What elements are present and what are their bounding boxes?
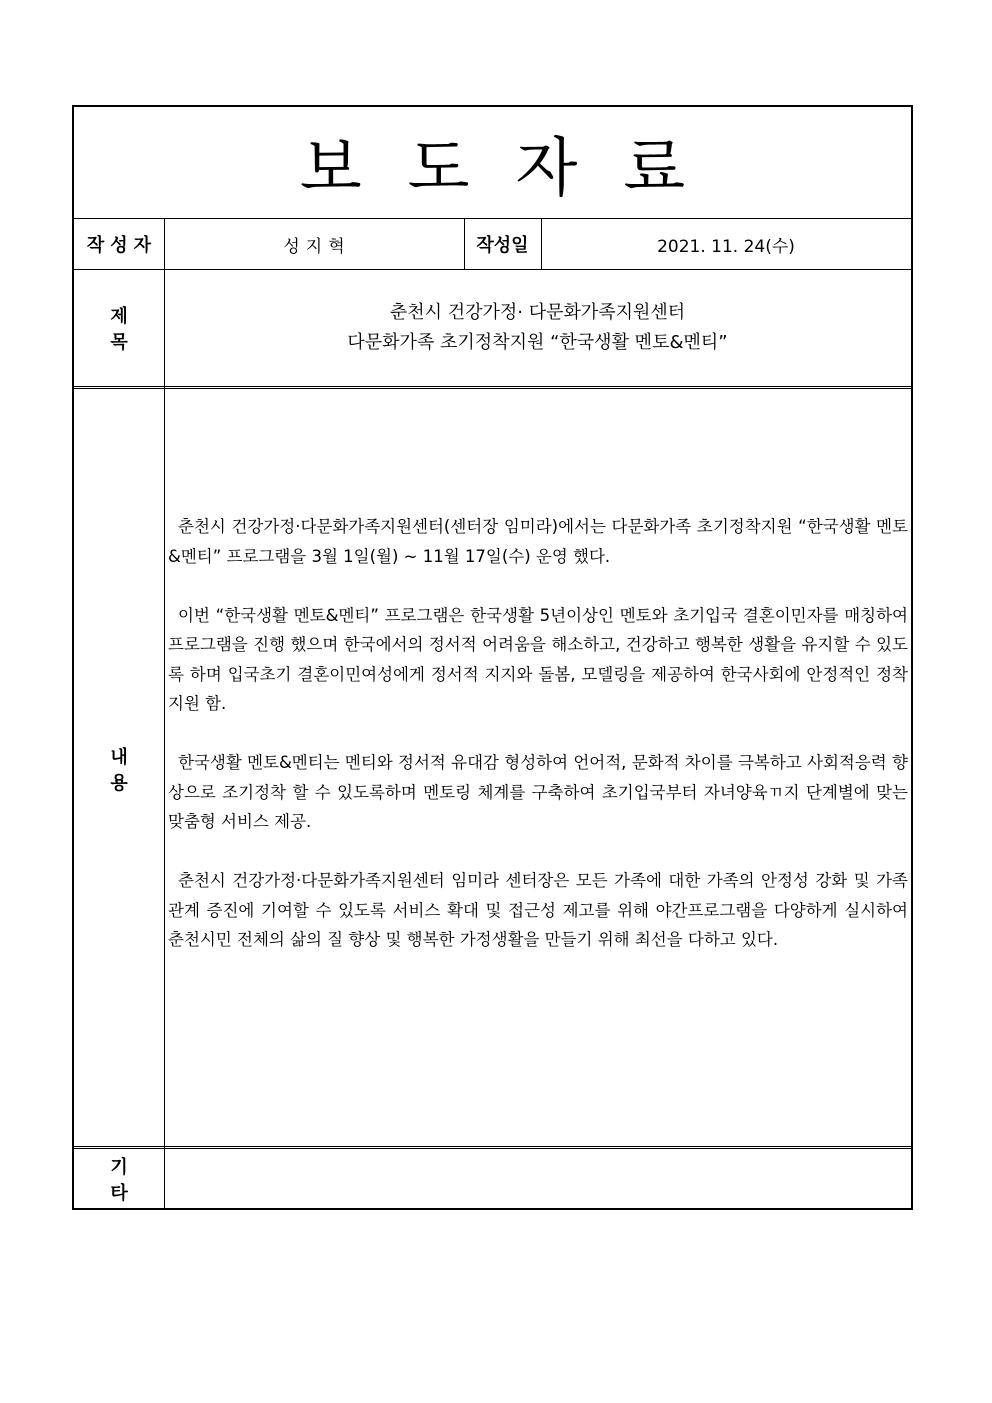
misc-label: 기타: [110, 1157, 174, 1204]
document-title: 보도자료: [299, 131, 732, 206]
header-column-divider: [541, 219, 542, 269]
subject-label: 제목: [110, 306, 174, 353]
label-column-divider: [164, 219, 165, 1208]
row-divider-double: [74, 1146, 911, 1149]
author-value: 성지혁: [283, 236, 351, 257]
date-label: 작성일: [476, 235, 529, 256]
press-release-form: [72, 105, 913, 1210]
subject-value: [164, 269, 911, 387]
row-divider-double: [74, 386, 911, 389]
content-paragraph: 춘천시 건강가정·다문화가족지원센터(센터장 임미라)에서는 다문화가족 초기정착지원 “한국생활 멘토&멘티” 프로그램을 3월 1일(월) ~ 11월 17일(수) 운영 했다.: [168, 517, 908, 566]
content-paragraph: 한국생활 멘토&멘티는 멘티와 정서적 유대감 형성하여 언어적, 문화적 차이를 극복하고 사회적응력 향상으로 조기정착 할 수 있도록하며 멘토링 체계를 구축하여 초기입국부터 자녀양육ㄲ지 단계별에 맞는 맞춤형 서비스 제공.: [168, 753, 908, 831]
row-divider: [74, 269, 911, 270]
subject-line-1: 춘천시 건강가정· 다문화가족지원센터: [389, 302, 686, 323]
author-label: 작성자: [86, 235, 158, 256]
content-body: [164, 512, 911, 1132]
date-value: 2021. 11. 24(수): [657, 236, 795, 257]
content-paragraph: 춘천시 건강가정·다문화가족지원센터 임미라 센터장은 모든 가족에 대한 가족의 안정성 강화 및 가족관계 증진에 기여할 수 있도록 서비스 확대 및 접근성 제고를 위해 야간프로그램을 다양하게 실시하여 춘천시민 전체의 삶의 질 향상 및 행복한 가정생활을 만들기 위해 최선을 다하고 있다.: [168, 871, 908, 949]
content-paragraph: 이번 “한국생활 멘토&멘티” 프로그램은 한국생활 5년이상인 멘토와 초기입국 결혼이민자를 매칭하여 프로그램을 진행 했으며 한국에서의 정서적 어려움을 해소하고, 건강하고 행복한 생활을 유지할 수 있도록 하며 입국초기 결혼이민여성에게 정서적 지지와 돌봄, 모델링을 제공하여 한국사회에 안정적인 정착 지원 함.: [168, 605, 908, 713]
misc-value: [164, 1150, 911, 1208]
title-row: [74, 107, 911, 219]
subject-line-2: 다문화가족 초기정착지원 “한국생활 멘토&멘티”: [347, 332, 728, 353]
content-label: 내용: [110, 747, 174, 794]
header-column-divider: [464, 219, 465, 269]
